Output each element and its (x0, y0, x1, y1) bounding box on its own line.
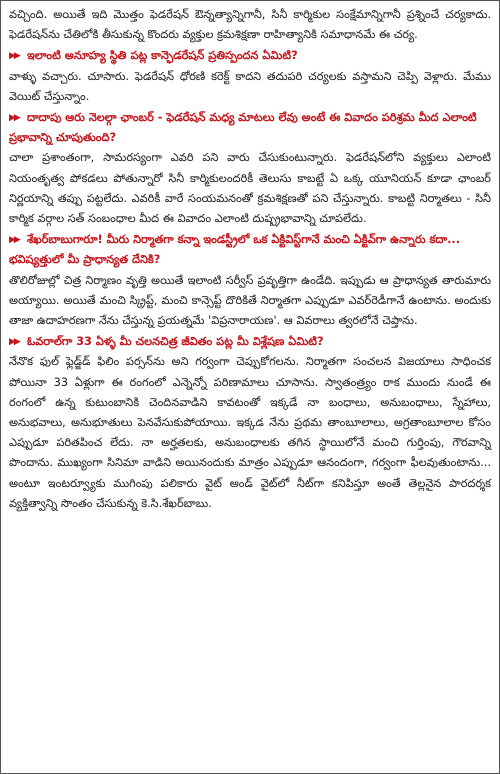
question-4 (9, 332, 491, 352)
question-1 (9, 46, 491, 66)
question-text: ఇలాంటి అనూహ్య స్థితి పట్ల కాన్ఫెడరేషన్ ప్రతిస్పందన ఏమిటి? (26, 49, 298, 63)
answer-1: వాళ్ళు వచ్చారు. చూసారు. ఫెడరేషన్ ధోరణి కరెక్ట్ కాదని తదుపరి చర్యలకు వస్తామని చెప్పి వెళ్లారు. మేము వెయిట్ చేస్తున్నాం. (9, 69, 491, 103)
double-chevron-right-icon: ▶▶ (9, 235, 19, 246)
question-text: దాదాపు ఆరు నెలల్గా ఛాంబర్ - ఫెడరేషన్ మధ్య మాటలు లేవు అంటే ఈ వివాదం పరిశ్రమ మీద ఎలాంటి ప్రభావాన్ని చూపుతుంది? (9, 111, 477, 145)
double-chevron-right-icon: ▶▶ (9, 51, 19, 62)
intro-paragraph: వచ్చింది. అయితే ఇది మొత్తం ఫెడరేషన్ ఔన్నత్యాన్నిగానీ, సినీ కార్మికుల సంక్షేమాన్నిగానీ ప్రశ్నించే చర్యకాదు. ఫెడరేషన్‌ను చేతిలోకి తీసుకున్న కొందరు వ్యక్తుల క్రమశిక్షణా రాహిత్యానికి సమాధానమే ఈ చర్య. (9, 8, 491, 42)
double-chevron-right-icon: ▶▶ (9, 113, 19, 124)
answer-4: నేనొక ఫుల్ ఫ్లెడ్జ్‌డ్ ఫిలిం పర్సన్‌ను అని గర్వంగా చెప్పుకోగలను. నిర్మాతగా సంచలన విజయాలు సాధించక పోయినా 33 ఏళ్లుగా ఈ రంగంలో ఎన్నెన్నో పరిణామాలు చూసాను. స్వాతంత్ర్యం రాక ముందు నుండే ఈ రంగంలో ఉన్న కుటుంబానికి చెందినవాడిని కావటంతో ఇక్కడే నా బంధాలు, అనుబంధాలు, స్నేహాలు, అనుభవాలు, అనుభూతులు పెనవేసుకుపోయాయి. ఇక్కడ నేను ప్రథమ తాంబూలాలు, అగ్రతాంబూలాల కోసం ఎప్పుడూ పరితపించ లేదు. నా అర్హతలకు, అనుబంధాలకు తగిన స్థాయిలోనే మంచి గుర్తింపు, గౌరవాన్ని పొందాను. ముఖ్యంగా సినిమా వాడిని అయినందుకు మాత్రం ఎప్పుడూ ఆనందంగా, గర్వంగా ఫీలవుతుంటాను... అంటూ ఇంటర్వ్యూకు ముగింపు పలికారు వైట్ అండ్ వైట్‌లో నీట్‌గా కనిపిస్తూ అంతే తెల్లనైన పారదర్శక వ్యక్తిత్వాన్ని సొంతం చేసుకున్న కె.సి.శేఖర్‌బాబు. (9, 355, 491, 510)
answer-3: తొలిరోజుల్లో చిత్ర నిర్మాణం వృత్తి అయితే ఇలాంటి సర్వీస్ ప్రవృత్తిగా ఉండేది. ఇప్పుడు ఆ ప్రాధాన్యత తారుమారు అయ్యాయి. అయితే మంచి స్క్రిప్ట్, మంచి కాన్సెప్ట్ దొరికితే నిర్మాతగా ఎప్పుడూ ఎవర్‌రెడీగానే ఉంటాను. అందుకు తాజా ఉదాహరణగా నేను చేస్తున్న ప్రయత్నమే 'విప్రనారాయణ'. ఆ వివరాలు త్వరలోనే చెప్తాను. (9, 273, 491, 328)
double-chevron-right-icon: ▶▶ (9, 337, 19, 348)
question-3 (9, 230, 491, 270)
answer-2: చాలా ప్రశాంతంగా, సామరస్యంగా ఎవరి పని వారు చేసుకుంటున్నారు. ఫెడరేషన్‌లోని వ్యక్తులు ఎలాంటి నియంతృత్వ పోకడలు పోతున్నారో సినీ కార్మికులందరికీ తెలుసు కాబట్టే ఏ ఒక్క యూనియన్ కూడా ఛాంబర్ నిర్ణయాన్ని తప్పు పట్టలేదు. ఎవరికీ వారే సంయమనంతో క్రమశిక్షణతో పని చేస్తున్నారు. కాబట్టి నిర్మాతలు - సినీ కార్మిక వర్గాల సత్ సంబంధాల మీద ఈ వివాదం ఎలాంటి దుష్ప్రభావాన్ని చూపలేదు. (9, 151, 491, 226)
question-text: ఓవరాల్‌గా 33 ఏళ్ళ మీ చలనచిత్ర జీవితం పట్ల మీ విశ్లేషణ ఏమిటి? (26, 335, 324, 349)
question-text: శేఖర్‌బాబుగారూ! మీరు నిర్మాతగా కన్నా ఇండస్ట్రీలో ఒక ఏక్టివిస్ట్‌గానే మంచి ఏక్టివ్‌గా ఉన్నారు కదా... భవిష్యత్తులో మీ ప్రాధాన్యత దేనికి? (9, 233, 461, 267)
question-2 (9, 108, 491, 148)
